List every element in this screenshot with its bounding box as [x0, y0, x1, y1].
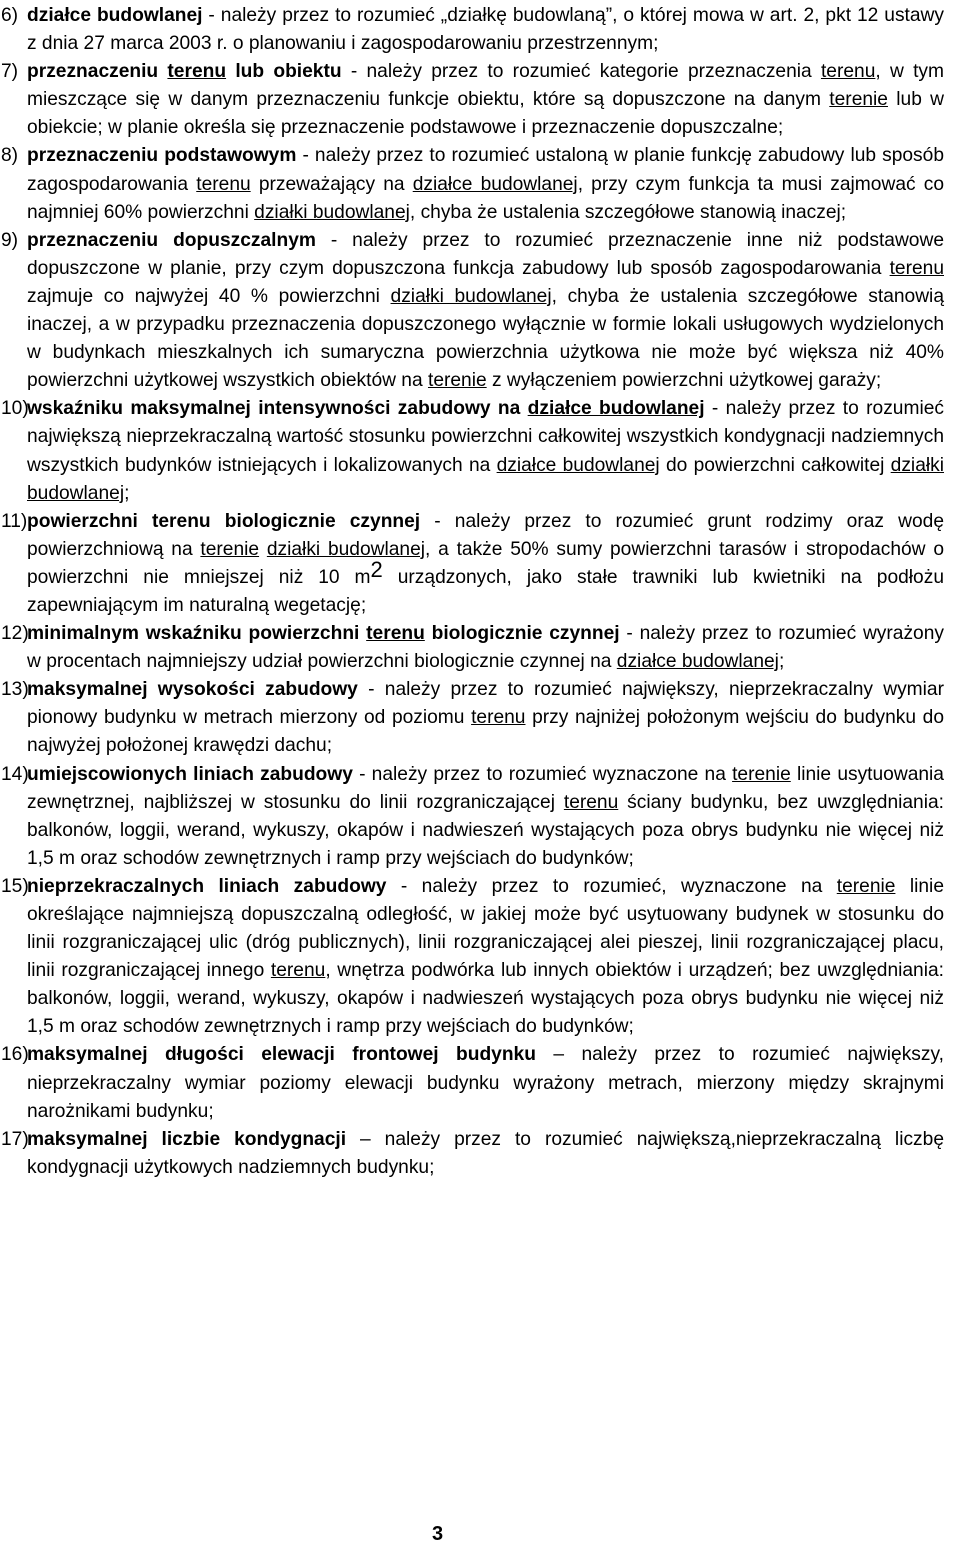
underlined-text: terenu	[889, 257, 944, 279]
defined-term: terenu	[167, 61, 227, 83]
definition-text: linie określające najmniejszą dopuszczalną odległość, w jakiej może być usytuowany budynek w stosunku do linii rozgraniczającej ulic (dróg publicznych), linii rozgraniczającej alei pieszej, linii rozgraniczającej placu, linii rozgraniczającej innego	[27, 875, 944, 982]
item-number: 9)	[1, 229, 19, 251]
underlined-text: terenu	[270, 960, 326, 982]
underlined-text: terenu	[196, 173, 251, 195]
definition-item	[0, 395, 944, 507]
definition-text: ;	[778, 651, 785, 673]
definition-text	[259, 539, 267, 560]
defined-term: maksymalnej wysokości zabudowy	[27, 679, 358, 701]
item-number: 12)	[1, 623, 29, 645]
item-number: 10)	[1, 398, 29, 420]
definitions-list	[0, 2, 944, 1182]
item-number: 11)	[1, 510, 28, 532]
defined-term: przeznaczeniu	[27, 61, 168, 83]
definition-item	[0, 873, 944, 1042]
definition-text: linie usytuowania zewnętrznej, najbliższej w stosunku do linii rozgraniczającej	[27, 763, 944, 813]
definition-text: - należy przez to rozumieć przeznaczenie inne niż podstawowe dopuszczone w planie, przy czym dopuszczona funkcja zabudowy lub sposób zagospodarowania	[27, 229, 944, 279]
defined-term: działce budowlanej	[527, 398, 705, 420]
definition-text: przy najniżej położonym wejściu do budynku do najwyżej położonej krawędzi dachu;	[27, 707, 944, 757]
definition-text: - należy przez to rozumieć wyrażony w procentach najmniejszy udział powierzchni biologicznie czynnej na	[27, 623, 944, 673]
item-number: 17)	[1, 1128, 29, 1150]
underlined-text: działki budowlanej	[27, 454, 944, 504]
definition-text: – należy przez to rozumieć największą,nieprzekraczalną liczbę kondygnacji użytkowych nadziemnych budynku;	[27, 1128, 944, 1178]
underlined-text: terenu	[563, 791, 619, 813]
definition-item	[0, 2, 944, 58]
definition-text: z wyłączeniem powierzchni użytkowej garaży;	[486, 370, 882, 392]
definition-item	[0, 761, 944, 873]
definition-item	[0, 620, 944, 676]
underlined-text: działki budowlanej	[390, 285, 552, 307]
definition-text: - należy przez to rozumieć największy, nieprzekraczalny wymiar pionowy budynku w metrach mierzony od poziomu	[27, 679, 944, 729]
defined-term: nieprzekraczalnych liniach zabudowy	[27, 875, 387, 897]
defined-term: maksymalnej długości elewacji frontowej budynku	[27, 1044, 536, 1066]
definition-text: urządzonych, jako stałe trawniki lub kwietniki na podłożu zapewniającym im naturalną wegetację;	[27, 566, 944, 616]
definition-text: - należy przez to rozumieć kategorie przeznaczenia	[341, 61, 821, 83]
definition-text: , chyba że ustalenia szczegółowe stanowią inaczej, a w przypadku przeznaczenia dopuszczonego wyłącznie w formie lokali usługowych wydzielonych w budynkach mieszkalnych ich sumaryczna powierzchnia użytkowa nie może być większa niż 40% powierzchni użytkowej wszystkich obiektów na	[27, 285, 944, 392]
definition-text: , wnętrza podwórka lub innych obiektów i urządzeń; bez uwzględniania: balkonów, loggii, werand, wykuszy, okapów i nadwieszeń wystających poza obrys budynku nie więcej niż 1,5 m oraz schodów zewnętrznych i ramp przy wejściach do budynków;	[27, 960, 944, 1038]
item-number: 6)	[1, 5, 19, 26]
definition-text: lub w obiekcie; w planie określa się przeznaczenie podstawowe i przeznaczenie dopuszczalne;	[27, 89, 945, 139]
definition-item	[0, 142, 944, 226]
defined-term: przeznaczeniu dopuszczalnym	[27, 229, 316, 251]
underlined-text: działki budowlanej	[254, 201, 410, 223]
definition-text: - należy przez to rozumieć ustaloną w planie funkcję zabudowy lub sposób zagospodarowania	[27, 145, 944, 195]
definition-text: – należy przez to rozumieć największy, nieprzekraczalny wymiar poziomy elewacji budynku wyrażony metrach, mierzony między skrajnymi narożnikami budynku;	[27, 1044, 944, 1122]
underlined-text: działce budowlanej	[496, 454, 660, 476]
definition-item	[0, 508, 944, 620]
definition-text: , chyba że ustalenia szczegółowe stanowią inaczej;	[409, 201, 847, 223]
underlined-text: działki budowlanej	[266, 538, 426, 560]
item-number: 13)	[1, 679, 29, 701]
definition-text: , przy czym funkcja ta musi zajmować co najmniej 60% powierzchni	[27, 173, 945, 223]
definition-text: do powierzchni całkowitej	[659, 454, 891, 476]
defined-term: terenu	[366, 623, 425, 645]
definition-item	[0, 1041, 944, 1125]
definition-text: ;	[124, 482, 130, 504]
item-number: 16)	[1, 1044, 29, 1066]
item-number: 8)	[1, 145, 19, 167]
underlined-text: działce budowlanej	[412, 173, 578, 195]
defined-term: minimalnym wskaźniku powierzchni	[27, 623, 367, 645]
item-number: 15)	[1, 875, 29, 897]
page-number: 3	[432, 1523, 444, 1545]
defined-term: wskaźniku maksymalnej intensywności zabudowy na	[27, 398, 528, 420]
definition-text: - należy przez to rozumieć największą nieprzekraczalną wartość stosunku powierzchni całkowitej wszystkich kondygnacji nadziemnych wszystkich budynków istniejących i lokalizowanych na	[27, 398, 944, 476]
definition-item	[0, 58, 944, 142]
item-number: 7)	[1, 61, 19, 83]
defined-term: umiejscowionych liniach zabudowy	[27, 763, 353, 785]
definition-item	[0, 676, 944, 760]
definition-text: - należy przez to rozumieć grunt rodzimy oraz wodę powierzchniową na	[27, 510, 944, 560]
defined-term: przeznaczeniu podstawowym	[27, 145, 297, 167]
defined-term: lub obiektu	[226, 61, 342, 83]
definition-text: , w tym mieszczące się w danym przeznaczeniu funkcje obiektu, które są dopuszczone na danym	[27, 61, 944, 111]
defined-term: działce budowlanej	[27, 5, 203, 26]
underlined-text: terenie	[732, 763, 791, 785]
defined-term: biologicznie czynnej	[424, 623, 620, 645]
defined-term: powierzchni terenu biologicznie czynnej	[27, 510, 421, 532]
defined-term: maksymalnej liczbie kondygnacji	[27, 1128, 347, 1150]
definition-text: 2	[370, 556, 383, 582]
underlined-text: terenie	[836, 875, 896, 897]
definition-text: ściany budynku, bez uwzględniania: balkonów, loggii, werand, wykuszy, okapów i nadwieszeń wystających poza obrys budynku nie więcej niż 1,5 m oraz schodów zewnętrznych i ramp przy wejściach do budynków;	[27, 791, 944, 869]
definition-text: - należy przez to rozumieć, wyznaczone na	[386, 875, 837, 897]
definition-item	[0, 1126, 944, 1182]
definition-item	[0, 227, 944, 396]
definition-text: zajmuje co najwyżej 40 % powierzchni	[27, 285, 391, 307]
underlined-text: działce budowlanej	[616, 651, 779, 673]
underlined-text: terenie	[200, 538, 260, 560]
underlined-text: terenie	[427, 370, 487, 392]
underlined-text: terenu	[471, 707, 526, 729]
definition-text: , a także 50% sumy powierzchni tarasów i stropodachów o powierzchni nie mniejszej niż 10 m	[27, 538, 944, 588]
underlined-text: terenie	[829, 89, 888, 111]
definition-text: - należy przez to rozumieć „działkę budowlaną”, o której mowa w art. 2, pkt 12 ustawy z dnia 27 marca 2003 r. o planowaniu i zagospodarowaniu przestrzennym;	[27, 5, 944, 55]
definition-text: - należy przez to rozumieć wyznaczone na	[352, 763, 733, 785]
definition-text: przeważający na	[250, 173, 413, 195]
underlined-text: terenu	[820, 61, 876, 83]
item-number: 14)	[1, 763, 29, 785]
